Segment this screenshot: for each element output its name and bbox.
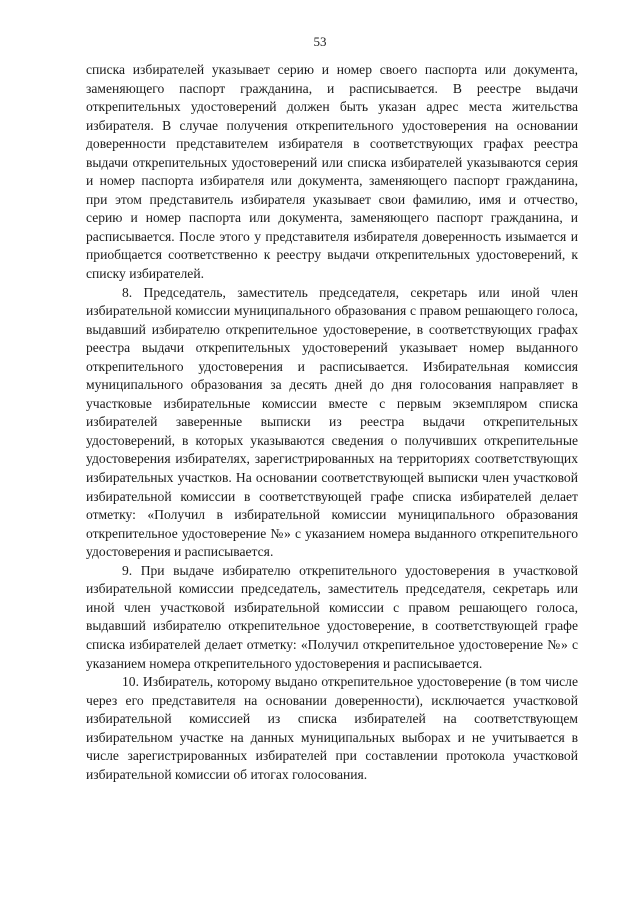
paragraph-item-9: 9. При выдаче избирателю открепительного удостоверения в участковой избирательной комиссии председатель, заместитель председателя, секретарь или иной член участковой избирательной комиссии с правом решающего голоса, выдавший избирателю открепительное удостоверение, в соответствующей графе списка избирателей делает отметку: «Получил открепительное удостоверение №» с указанием номера открепительного удостоверения и расписывается. [86,562,578,671]
page-number: 53 [313,34,327,49]
paragraph-item-8: 8. Председатель, заместитель председателя, секретарь или иной член избирательной комиссии муниципального образования с правом решающего голоса, выдавший избирателю открепительное удостоверение, в соответствующих графах реестра выдачи открепительных удостоверений указывает номер выданного открепительного удостоверения и расписывается. Избирательная комиссия муниципального образования за десять дней до дня голосования направляет в участковые избирательные комиссии вместе с первым экземпляром списка избирателей заверенные выписки из реестра выдачи открепительных удостоверений, в которых указываются сведения о получивших открепительные удостоверения избирателях, зарегистрированных на территориях соответствующих избирательных участков. На основании соответствующей выписки член участковой избирательной комиссии в соответствующей графе списка избирателей делает отметку: «Получил в избирательной комиссии муниципального образования открепительное удостоверение №» с указанием номера выданного открепительного удостоверения и расписывается. [86,284,578,560]
paragraph-item-10: 10. Избиратель, которому выдано открепительное удостоверение (в том числе через его представителя на основании доверенности), исключается участковой избирательной комиссией из списка избирателей на соответствующем избирательном участке на данных муниципальных выборах и не учитывается в числе зарегистрированных избирателей при составлении протокола участковой избирательной комиссии об итогах голосования. [86,674,578,782]
paragraph-continuation: списка избирателей указывает серию и номер своего паспорта или документа, заменяющего паспорт гражданина, и расписывается. В реестре выдачи открепительных удостоверений должен быть указан адрес места жительства избирателя. В случае получения открепительного удостоверения на основании доверенности представителем избирателя в соответствующих графах реестра выдачи открепительных удостоверений или списка избирателей указываются серия и номер паспорта избирателя или документа, заменяющего паспорт гражданина, при этом представитель избирателя указывает свои фамилию, имя и отчество, серию и номер паспорта или документа, заменяющего паспорт гражданина, и расписывается. После этого у представителя избирателя доверенность изымается и приобщается соответственно к реестру выдачи открепительных удостоверений, к списку избирателей. [86,62,578,282]
document-body [86,61,578,784]
